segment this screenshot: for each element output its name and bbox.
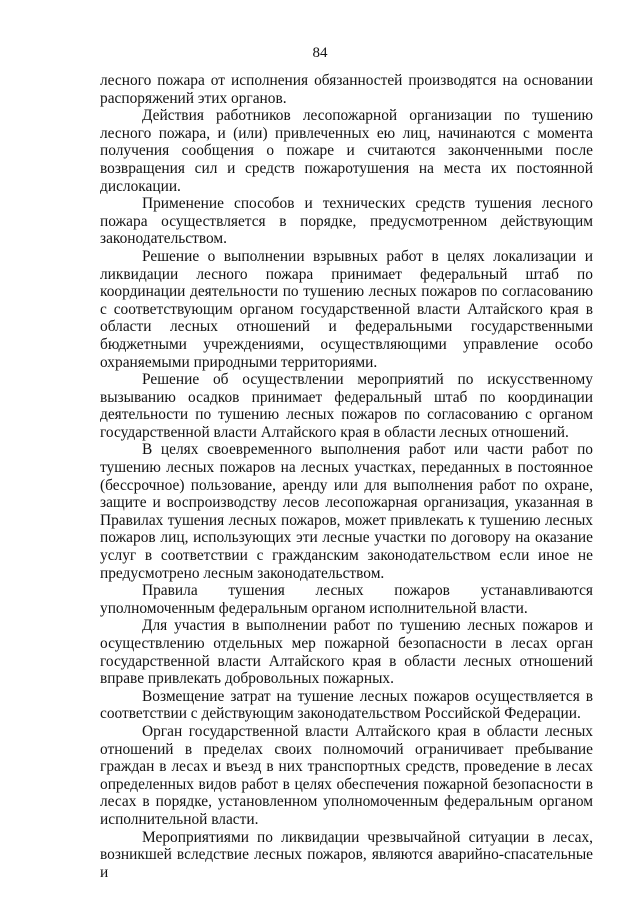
paragraph: Применение способов и технических средств тушения лесного пожара осуществляется в порядке, предусмотренном действующим законодательством. — [100, 195, 593, 248]
paragraph: В целях своевременного выполнения работ или части работ по тушению лесных пожаров на лесных участках, переданных в постоянное (бессрочное) пользование, аренду или для выполнения работ по охране, защите и воспроизводству лесов лесопожарная организация, указанная в Правилах тушения лесных пожаров, может привлекать к тушению лесных пожаров лиц, использующих эти лесные участки по договору на оказание услуг в соответствии с гражданским законодательством если иное не предусмотрено лесным законодательством. — [100, 441, 593, 582]
paragraph: Правила тушения лесных пожаров устанавливаются уполномоченным федеральным органом исполнительной власти. — [100, 582, 593, 617]
paragraph: Орган государственной власти Алтайского края в области лесных отношений в пределах своих полномочий ограничивает пребывание граждан в лесах и въезд в них транспортных средств, проведение в лесах определенных видов работ в целях обеспечения пожарной безопасности в лесах в порядке, установленном уполномоченным федеральным органом исполнительной власти. — [100, 722, 593, 828]
paragraph: Для участия в выполнении работ по тушению лесных пожаров и осуществлению отдельных мер пожарной безопасности в лесах орган государственной власти Алтайского края в области лесных отношений вправе привлекать добровольных пожарных. — [100, 617, 593, 688]
paragraph: Решение о выполнении взрывных работ в целях локализации и ликвидации лесного пожара принимает федеральный штаб по координации деятельности по тушению лесных пожаров по согласованию с соответствующим органом государственной власти Алтайского края в области лесных отношений и федеральными государственными бюджетными учреждениями, осуществляющими управление особо охраняемыми природными территориями. — [100, 247, 593, 371]
paragraph: Решение об осуществлении мероприятий по искусственному вызыванию осадков принимает федеральный штаб по координации деятельности по тушению лесных пожаров по согласованию с органом государственной власти Алтайского края в области лесных отношений. — [100, 371, 593, 441]
paragraph-continuation: лесного пожара от исполнения обязанностей производятся на основании распоряжений этих органов. — [100, 72, 593, 107]
page-number: 84 — [312, 45, 328, 61]
paragraph: Мероприятиями по ликвидации чрезвычайной ситуации в лесах, возникшей вследствие лесных пожаров, являются аварийно-спасательные и — [100, 828, 593, 881]
document-body — [100, 72, 593, 881]
paragraph: Действия работников лесопожарной организации по тушению лесного пожара, и (или) привлеченных ею лиц, начинаются с момента получения сообщения о пожаре и считаются законченными после возвращения сил и средств пожаротушения на места их постоянной дислокации. — [100, 107, 593, 195]
paragraph: Возмещение затрат на тушение лесных пожаров осуществляется в соответствии с действующим законодательством Российской Федерации. — [100, 687, 593, 723]
